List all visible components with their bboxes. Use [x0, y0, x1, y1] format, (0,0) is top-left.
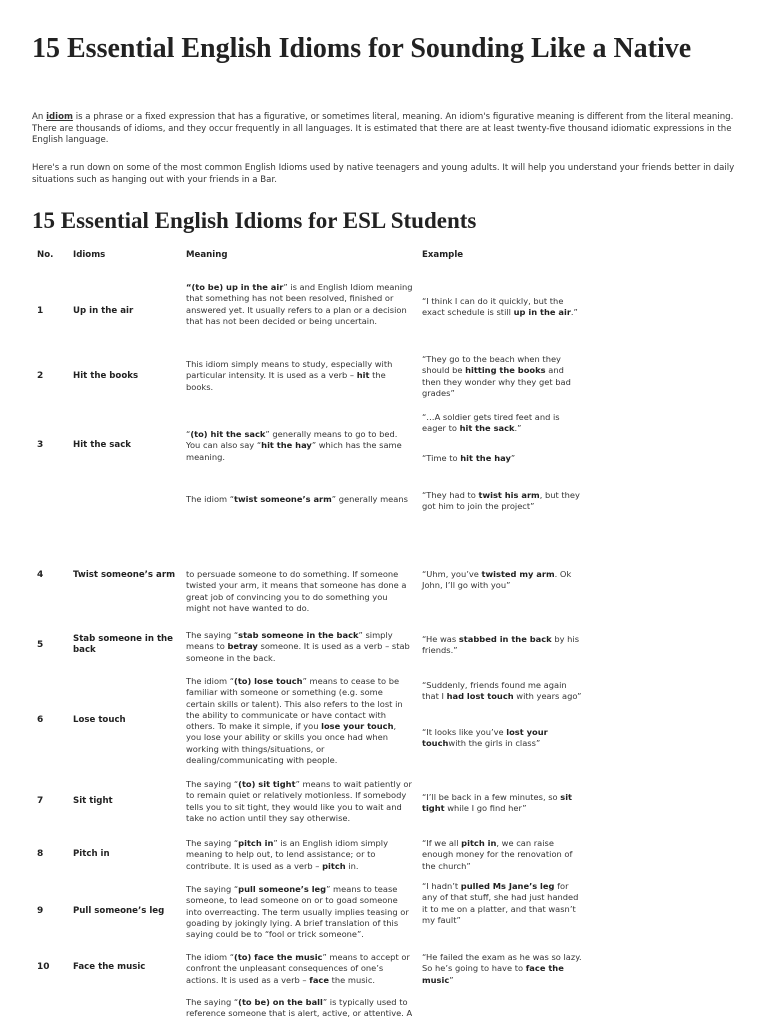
text-run: “Suddenly, friends found me again that I — [422, 680, 567, 702]
emphasis-text: stab someone in the back — [238, 630, 359, 640]
idiom-link[interactable]: idiom — [46, 112, 73, 122]
text-run: for any of that stuff, she had just handed it to me on a platter, and that wasn’t my fault” — [422, 881, 579, 925]
row-number: 8 — [37, 849, 44, 859]
text-run: .” — [570, 307, 578, 318]
text-run: “They go to the beach when they should be — [422, 354, 561, 376]
text-run: This idiom simply means to study, especially with particular intensity. It is used as a verb – — [186, 359, 393, 381]
text-run: “I hadn’t — [422, 881, 461, 891]
emphasis-text: face — [309, 974, 329, 985]
emphasis-text: pull someone’s leg — [238, 884, 327, 894]
emphasis-text: twist someone’s arm — [234, 494, 332, 504]
section-heading: 15 Essential English Idioms for ESL Students — [32, 208, 477, 233]
idiom-example — [422, 490, 582, 513]
emphasis-text: up in the air — [513, 307, 571, 318]
text-run: ” is and English Idiom meaning that something has not been resolved, finished or answered yet. It usually refers to a plan or a decision that has not been decided or being uncertain. — [186, 282, 413, 326]
row-number: 6 — [37, 715, 44, 725]
emphasis-text: twist his arm — [478, 490, 540, 500]
text-run: the music. — [328, 974, 376, 985]
idiom-example — [422, 453, 582, 464]
text-run: , but they got him to join the project” — [422, 490, 580, 512]
idiom-name: Hit the sack — [73, 440, 132, 450]
text-run: ” means to tease someone, to lead someone on or to goad someone into overreacting. The term usually implies teasing or goading by jokingly lying. A brief translation of this saying could be to “fool or trick someone”. — [186, 884, 409, 940]
text-run: “ — [186, 429, 191, 439]
text-run: The saying “ — [186, 884, 239, 894]
idiom-name: Face the music — [73, 962, 146, 972]
emphasis-text: (to) sit tight — [238, 779, 296, 789]
row-number: 7 — [37, 796, 44, 806]
text-run: ” is an English idiom simply meaning to help out, to lend assistance; or to contribute. It is used as a verb – — [186, 838, 389, 871]
row-number: 2 — [37, 371, 44, 381]
header-example: Example — [422, 250, 464, 260]
text-run: ” simply means to — [186, 630, 393, 652]
text-run: .” — [514, 423, 522, 434]
intro-paragraph-1 — [32, 112, 742, 147]
idiom-example — [422, 296, 582, 319]
emphasis-text: twisted my arm — [481, 569, 555, 579]
text-run: “Time to — [422, 453, 461, 463]
text-run: to persuade someone to do something. If someone twisted your arm, it means that someone has done a great job of convincing you to do something you might not have wanted to do. — [186, 569, 407, 613]
text-run: “They had to — [422, 490, 479, 500]
text-run: “He failed the exam as he was so lazy. So he’s going to have to — [422, 952, 582, 974]
text-run: ” — [449, 974, 454, 985]
emphasis-text: lost your touch — [422, 727, 548, 749]
text-run: ” means to cease to be familiar with someone or something (e.g. some certain skills or talent). This also refers to the lost in the ability to communicate or have contact with others. To make it simple, if you — [186, 676, 403, 732]
text-run: ” which has the same meaning. — [186, 440, 402, 462]
text-run: “It looks like you’ve — [422, 727, 507, 737]
text-run: with the girls in class” — [448, 738, 541, 749]
text-run: The saying “ — [186, 997, 239, 1007]
idiom-example — [422, 952, 582, 986]
text-run: in. — [345, 860, 359, 871]
row-number: 4 — [37, 570, 44, 580]
header-no: No. — [37, 250, 54, 260]
page-title: 15 Essential English Idioms for Sounding Like a Native — [32, 33, 692, 64]
emphasis-text: (to) lose touch — [234, 676, 303, 686]
idiom-name: Stab someone in the back — [73, 634, 173, 656]
emphasis-text: had lost touch — [446, 691, 514, 702]
text-run: “Uhm, you’ve — [422, 569, 482, 579]
text-run: “He was — [422, 634, 459, 644]
header-meaning: Meaning — [186, 250, 228, 260]
idiom-example — [422, 727, 582, 750]
idiom-name: Sit tight — [73, 796, 113, 806]
emphasis-text: hit — [356, 370, 370, 381]
emphasis-text: pitch in — [238, 838, 274, 848]
text-run: . Ok John, I’ll go with you” — [422, 569, 572, 591]
text-run: , you lose your ability or skills you once had when working with things/situations, or dealing/communicating with people. — [186, 721, 397, 766]
header-idiom: Idioms — [73, 250, 106, 260]
idiom-meaning — [186, 884, 414, 940]
idiom-meaning — [186, 282, 414, 327]
emphasis-text: hitting the books — [465, 365, 546, 376]
text-run: ” generally means to go to bed. You can also say “ — [186, 429, 398, 451]
row-number: 10 — [37, 962, 50, 972]
text-run: ” generally means — [331, 494, 408, 504]
idiom-example — [422, 354, 582, 399]
text-run: the books. — [186, 370, 386, 392]
intro-paragraph-2: Here's a run down on some of the most common English Idioms used by native teenagers and young adults. It will help you understand your friends better in daily situations such as hanging out with your friends in a Bar. — [32, 163, 735, 185]
idiom-name: Pull someone’s leg — [73, 906, 165, 916]
emphasis-text: “(to be) up in the air — [186, 282, 284, 292]
text-run: ” means to accept or confront the unpleasant consequences of one’s actions. It is used as a verb – — [186, 952, 410, 985]
idiom-meaning — [186, 569, 414, 614]
idiom-meaning — [186, 952, 414, 986]
text-run: “I’ll be back in a few minutes, so — [422, 792, 561, 802]
idiom-meaning — [186, 997, 414, 1020]
text-run: The idiom “ — [186, 676, 235, 686]
emphasis-text: face the music — [422, 963, 564, 985]
idiom-meaning — [186, 676, 414, 766]
text-run: The idiom “ — [186, 494, 235, 504]
idiom-example — [422, 792, 582, 815]
emphasis-text: stabbed in the back — [458, 634, 552, 644]
idiom-example — [422, 569, 582, 592]
text-run: The saying “ — [186, 630, 239, 640]
emphasis-text: (to) hit the sack — [190, 429, 266, 439]
text-run: The saying “ — [186, 838, 239, 848]
text-run: “I think I can do it quickly, but the exact schedule is still — [422, 296, 564, 318]
idiom-meaning — [186, 359, 414, 393]
emphasis-text: (to be) on the ball — [238, 997, 323, 1007]
idiom-name: Up in the air — [73, 306, 134, 316]
idiom-name: Lose touch — [73, 715, 126, 725]
emphasis-text: pitch in — [461, 838, 497, 848]
text-run: ” means to wait patiently or to remain quiet or relatively motionless. If somebody tells you to sit tight, they would like you to wait and take no action until they say otherwise. — [186, 779, 412, 823]
idiom-example — [422, 881, 582, 926]
text-run: someone. It is used as a verb – stab someone in the back. — [186, 641, 410, 663]
idiom-example — [422, 838, 582, 872]
text-run: ” — [510, 453, 516, 463]
emphasis-text: pulled Ms Jane’s leg — [460, 881, 555, 891]
text-run: with years ago” — [513, 691, 582, 702]
row-number: 5 — [37, 640, 44, 650]
row-number: 1 — [37, 306, 44, 316]
idiom-example — [422, 634, 582, 657]
text-run: The saying “ — [186, 779, 239, 789]
idiom-name: Pitch in — [73, 849, 110, 859]
text-run: by his friends.” — [422, 634, 580, 656]
idiom-meaning — [186, 630, 414, 664]
idiom-name: Hit the books — [73, 371, 139, 381]
emphasis-text: sit tight — [422, 792, 573, 814]
idiom-meaning — [186, 779, 414, 824]
idiom-name: Twist someone’s arm — [73, 570, 176, 580]
emphasis-text: hit the hay — [261, 440, 312, 451]
row-number: 3 — [37, 440, 44, 450]
idiom-example — [422, 412, 582, 435]
text-run: while I go find her” — [444, 803, 527, 814]
text-run: , we can raise enough money for the renovation of the church” — [422, 838, 573, 871]
row-number: 9 — [37, 906, 44, 916]
text-run: ” is typically used to reference someone that is alert, active, or attentive. A — [186, 997, 413, 1019]
intro-p1-pre: An — [32, 112, 47, 122]
text-run: The idiom “ — [186, 952, 235, 962]
idiom-meaning — [186, 838, 414, 872]
text-run: “If we all — [422, 838, 462, 848]
idiom-meaning — [186, 429, 414, 463]
emphasis-text: hit the hay — [460, 453, 511, 463]
emphasis-text: lose your touch — [321, 721, 394, 732]
emphasis-text: pitch — [322, 860, 346, 871]
text-run: and then they wonder why they get bad grades” — [422, 365, 571, 398]
emphasis-text: (to) face the music — [234, 952, 323, 962]
idiom-meaning — [186, 494, 414, 505]
text-run: “…A soldier gets tired feet and is eager to — [422, 412, 560, 434]
intro-p1-post: is a phrase or a fixed expression that has a figurative, or sometimes literal, meaning. An idiom's figurative meaning is different from the literal meaning. There are thousands of idioms, and they occur frequently in all languages. It is estimated that there are at least twenty-five thousand idiomatic expressions in the English language. — [32, 112, 734, 146]
emphasis-text: hit the sack — [459, 423, 515, 434]
emphasis-text: betray — [227, 641, 258, 652]
idiom-example — [422, 680, 582, 703]
